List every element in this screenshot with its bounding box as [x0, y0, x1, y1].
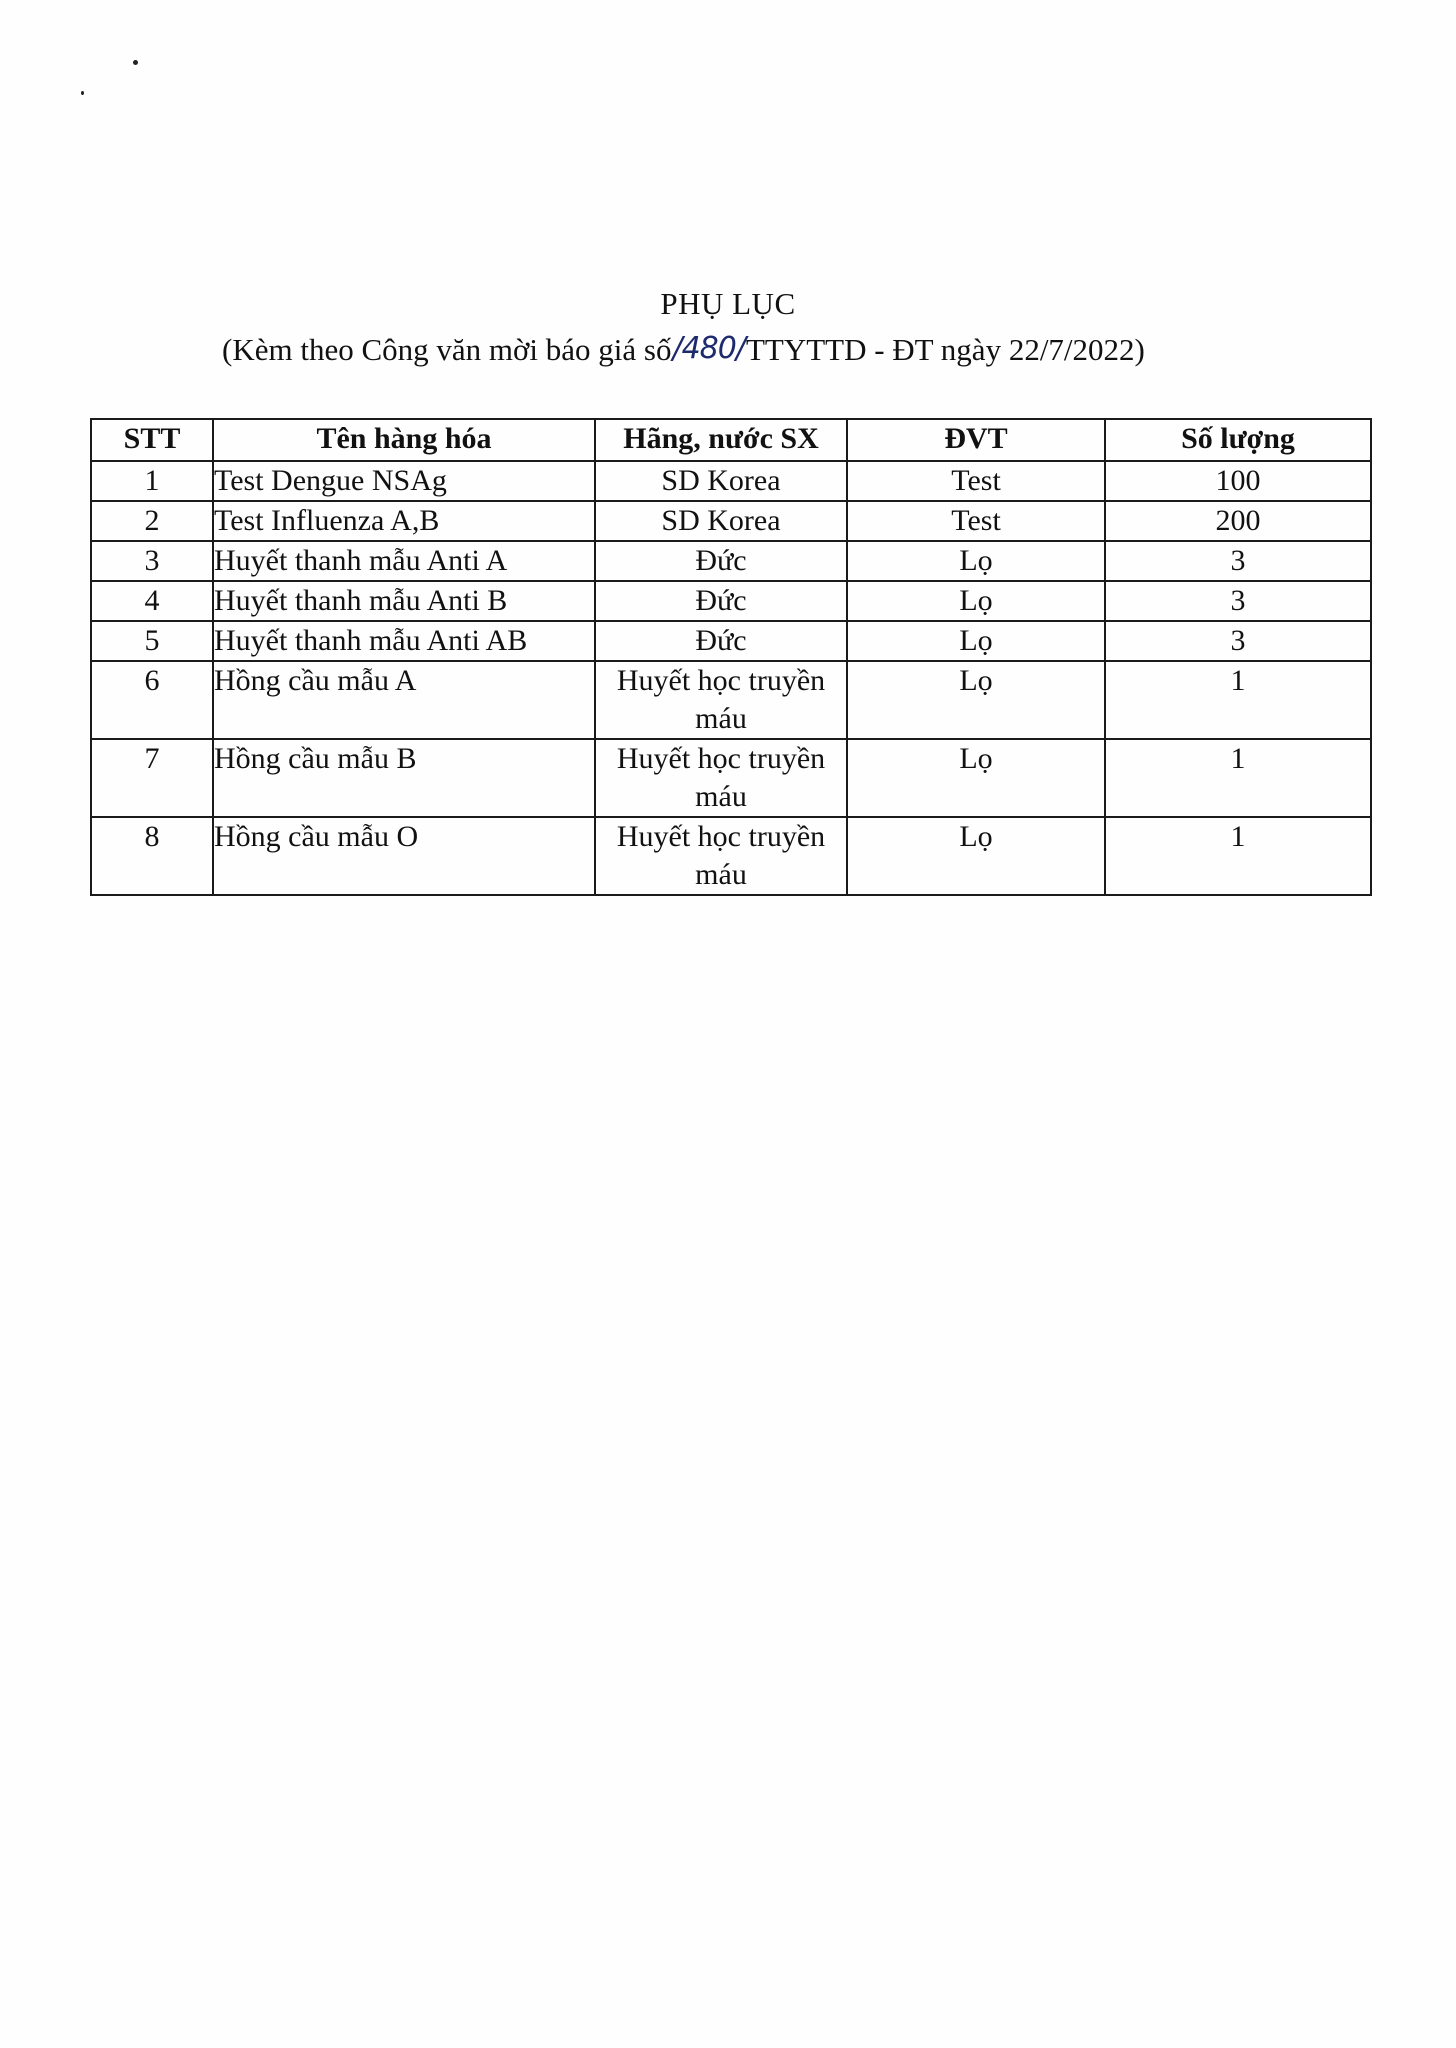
document-title: PHỤ LỤC: [660, 286, 796, 321]
cell-manufacturer: SD Korea: [595, 461, 847, 501]
cell-stt: 4: [91, 581, 213, 621]
subtitle-suffix: TTYTTD - ĐT ngày 22/7/2022): [745, 332, 1145, 367]
cell-manufacturer: Huyết học truyền máu: [595, 661, 847, 739]
cell-quantity: 1: [1105, 817, 1371, 895]
table-row: [91, 621, 1371, 661]
cell-stt: 3: [91, 541, 213, 581]
cell-unit: Lọ: [847, 817, 1105, 895]
table-row: [91, 739, 1371, 817]
column-header-manufacturer: Hãng, nước SX: [595, 419, 847, 461]
cell-name: Hồng cầu mẫu O: [213, 817, 595, 895]
cell-name: Test Influenza A,B: [213, 501, 595, 541]
cell-quantity: 3: [1105, 621, 1371, 661]
cell-quantity: 3: [1105, 581, 1371, 621]
table-row: [91, 581, 1371, 621]
cell-quantity: 100: [1105, 461, 1371, 501]
document-subtitle: [222, 332, 1145, 368]
cell-stt: 1: [91, 461, 213, 501]
cell-name: Test Dengue NSAg: [213, 461, 595, 501]
cell-unit: Lọ: [847, 739, 1105, 817]
table-row: [91, 461, 1371, 501]
cell-quantity: 3: [1105, 541, 1371, 581]
cell-stt: 5: [91, 621, 213, 661]
cell-name: Huyết thanh mẫu Anti A: [213, 541, 595, 581]
cell-unit: Lọ: [847, 661, 1105, 739]
cell-manufacturer: SD Korea: [595, 501, 847, 541]
cell-name: Hồng cầu mẫu A: [213, 661, 595, 739]
table-row: [91, 817, 1371, 895]
cell-quantity: 1: [1105, 739, 1371, 817]
cell-manufacturer: Đức: [595, 541, 847, 581]
subtitle-prefix: (Kèm theo Công văn mời báo giá số: [222, 332, 672, 367]
cell-manufacturer: Huyết học truyền máu: [595, 817, 847, 895]
scan-speck: [133, 60, 138, 65]
cell-unit: Test: [847, 501, 1105, 541]
cell-name: Hồng cầu mẫu B: [213, 739, 595, 817]
cell-stt: 8: [91, 817, 213, 895]
cell-name: Huyết thanh mẫu Anti AB: [213, 621, 595, 661]
table-row: [91, 661, 1371, 739]
cell-quantity: 200: [1105, 501, 1371, 541]
scan-speck: [81, 91, 84, 95]
table-row: [91, 501, 1371, 541]
cell-unit: Lọ: [847, 541, 1105, 581]
cell-unit: Lọ: [847, 621, 1105, 661]
table-row: [91, 541, 1371, 581]
cell-manufacturer: Huyết học truyền máu: [595, 739, 847, 817]
cell-quantity: 1: [1105, 661, 1371, 739]
cell-stt: 7: [91, 739, 213, 817]
cell-unit: Lọ: [847, 581, 1105, 621]
cell-name: Huyết thanh mẫu Anti B: [213, 581, 595, 621]
goods-table: [90, 418, 1372, 896]
table-header-row: [91, 419, 1371, 461]
column-header-quantity: Số lượng: [1105, 419, 1371, 461]
handwritten-document-number: /480/: [672, 331, 745, 366]
cell-stt: 6: [91, 661, 213, 739]
column-header-stt: STT: [91, 419, 213, 461]
cell-stt: 2: [91, 501, 213, 541]
column-header-unit: ĐVT: [847, 419, 1105, 461]
cell-manufacturer: Đức: [595, 581, 847, 621]
cell-manufacturer: Đức: [595, 621, 847, 661]
cell-unit: Test: [847, 461, 1105, 501]
column-header-name: Tên hàng hóa: [213, 419, 595, 461]
